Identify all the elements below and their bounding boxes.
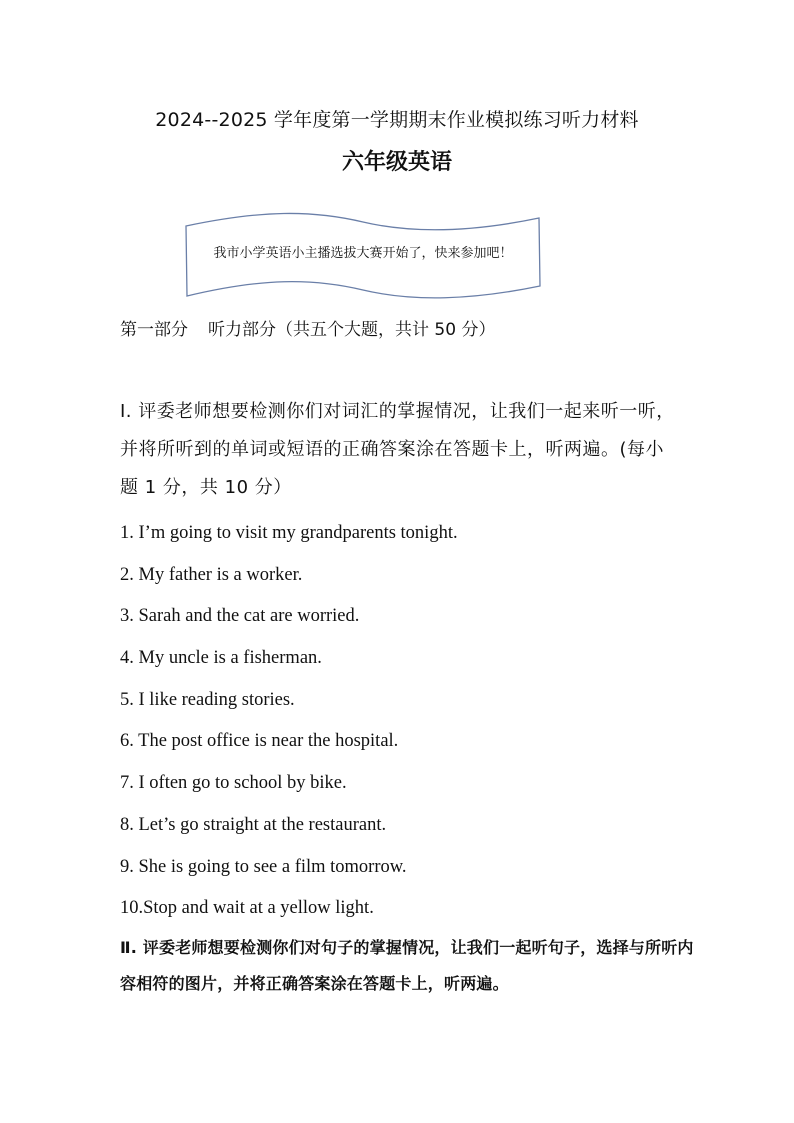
document-subtitle: 六年级英语 (341, 150, 452, 175)
list-item: 5. I like reading stories. (120, 689, 295, 710)
part-one-heading (120, 315, 495, 340)
banner-text: 我市小学英语小主播选拔大赛开始了，快来参加吧！ (213, 246, 513, 261)
wavy-banner (182, 212, 544, 304)
list-item: 6. The post office is near the hospital. (120, 731, 399, 752)
part-one-label: 第一部分 (120, 320, 188, 340)
list-item: 9. She is going to see a film tomorrow. (120, 856, 407, 877)
list-item: 10.Stop and wait at a yellow light. (120, 898, 374, 919)
list-item: 4. My uncle is a fisherman. (120, 648, 322, 669)
list-item: 8. Let’s go straight at the restaurant. (120, 814, 387, 835)
section-one-instructions: Ⅰ. 评委老师想要检测你们对词汇的掌握情况，让我们一起来听一听，并将所听到的单词或短语的正确答案涂在答题卡上，听两遍。(每小题 1 分，共 10 分） (120, 401, 675, 498)
listening-items (120, 515, 720, 932)
list-item: 2. My father is a worker. (120, 564, 303, 585)
list-item: 7. I often go to school by bike. (120, 773, 347, 794)
list-item: 3. Sarah and the cat are worried. (120, 606, 360, 627)
list-item: 1. I’m going to visit my grandparents tonight. (120, 523, 458, 543)
part-one-title: 听力部分（共五个大题，共计 50 分） (208, 320, 496, 340)
section-two-instructions: Ⅱ. 评委老师想要检测你们对句子的掌握情况，让我们一起听句子，选择与所听内容相符的图片，并将正确答案涂在答题卡上，听两遍。 (120, 938, 694, 993)
document-title: 2024--2025 学年度第一学期期末作业模拟练习听力材料 (155, 109, 639, 131)
